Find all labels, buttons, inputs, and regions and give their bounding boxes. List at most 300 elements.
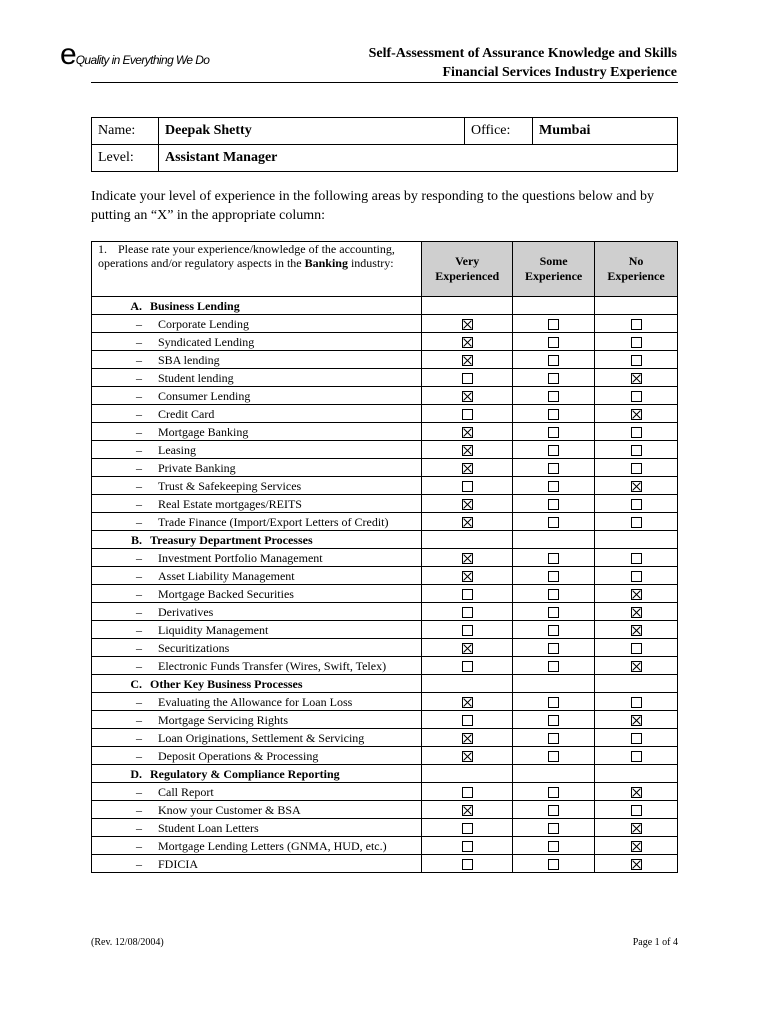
empty-cell bbox=[422, 765, 513, 783]
section-label: Business Lending bbox=[150, 298, 240, 313]
item-label: Mortgage Backed Securities bbox=[158, 586, 294, 601]
checkbox-cell bbox=[595, 441, 678, 459]
checkbox-some-experience[interactable] bbox=[548, 643, 559, 654]
checkbox-no-experience[interactable] bbox=[631, 409, 642, 420]
checkbox-no-experience[interactable] bbox=[631, 571, 642, 582]
checkbox-some-experience[interactable] bbox=[548, 499, 559, 510]
checkbox-no-experience[interactable] bbox=[631, 715, 642, 726]
checkbox-cell bbox=[513, 729, 595, 747]
bullet-dash: – bbox=[136, 838, 142, 853]
checkbox-cell bbox=[595, 423, 678, 441]
checkbox-cell bbox=[422, 621, 513, 639]
checkbox-cell bbox=[513, 369, 595, 387]
table-row bbox=[92, 333, 678, 351]
checkbox-cell bbox=[513, 315, 595, 333]
item-label: Consumer Lending bbox=[158, 388, 251, 403]
item-label: Private Banking bbox=[158, 460, 236, 475]
item-label-cell bbox=[92, 369, 422, 387]
section-letter: D. bbox=[130, 766, 142, 781]
checkbox-cell bbox=[513, 405, 595, 423]
item-label: Know your Customer & BSA bbox=[158, 802, 301, 817]
bullet-dash: – bbox=[136, 856, 142, 871]
checkbox-cell bbox=[422, 513, 513, 531]
item-label-cell bbox=[92, 405, 422, 423]
checkbox-cell bbox=[513, 783, 595, 801]
table-row bbox=[92, 837, 678, 855]
checkbox-cell bbox=[513, 567, 595, 585]
checkbox-cell bbox=[513, 657, 595, 675]
checkbox-no-experience[interactable] bbox=[631, 607, 642, 618]
table-row bbox=[92, 495, 678, 513]
checkbox-some-experience[interactable] bbox=[548, 553, 559, 564]
checkbox-no-experience[interactable] bbox=[631, 787, 642, 798]
item-label-cell bbox=[92, 855, 422, 873]
section-title bbox=[92, 675, 422, 693]
checkbox-very-experienced[interactable] bbox=[462, 463, 473, 474]
checkbox-no-experience[interactable] bbox=[631, 841, 642, 852]
checkbox-cell bbox=[422, 315, 513, 333]
empty-cell bbox=[595, 765, 678, 783]
checkbox-cell bbox=[513, 639, 595, 657]
bullet-dash: – bbox=[136, 568, 142, 583]
checkbox-some-experience[interactable] bbox=[548, 337, 559, 348]
table-row bbox=[92, 513, 678, 531]
checkbox-cell bbox=[595, 819, 678, 837]
table-row bbox=[92, 783, 678, 801]
checkbox-some-experience[interactable] bbox=[548, 859, 559, 870]
checkbox-cell bbox=[422, 783, 513, 801]
checkbox-some-experience[interactable] bbox=[548, 751, 559, 762]
checkbox-no-experience[interactable] bbox=[631, 805, 642, 816]
table-row bbox=[92, 819, 678, 837]
table-row bbox=[92, 351, 678, 369]
checkbox-cell bbox=[513, 621, 595, 639]
checkbox-cell bbox=[513, 495, 595, 513]
checkbox-very-experienced[interactable] bbox=[462, 589, 473, 600]
checkbox-no-experience[interactable] bbox=[631, 517, 642, 528]
name-value[interactable]: Deepak Shetty bbox=[159, 118, 465, 145]
item-label: Credit Card bbox=[158, 406, 215, 421]
item-label-cell bbox=[92, 477, 422, 495]
bullet-dash: – bbox=[136, 316, 142, 331]
checkbox-some-experience[interactable] bbox=[548, 517, 559, 528]
item-label-cell bbox=[92, 495, 422, 513]
item-label: Trust & Safekeeping Services bbox=[158, 478, 302, 493]
checkbox-no-experience[interactable] bbox=[631, 463, 642, 474]
checkbox-very-experienced[interactable] bbox=[462, 571, 473, 582]
checkbox-cell bbox=[422, 459, 513, 477]
column-very-experienced: Very Experienced bbox=[422, 242, 513, 297]
checkbox-no-experience[interactable] bbox=[631, 589, 642, 600]
checkbox-cell bbox=[513, 513, 595, 531]
checkbox-very-experienced[interactable] bbox=[462, 697, 473, 708]
checkbox-cell bbox=[595, 549, 678, 567]
checkbox-cell bbox=[422, 693, 513, 711]
checkbox-very-experienced[interactable] bbox=[462, 337, 473, 348]
item-label-cell bbox=[92, 315, 422, 333]
checkbox-cell bbox=[422, 369, 513, 387]
checkbox-cell bbox=[595, 567, 678, 585]
checkbox-very-experienced[interactable] bbox=[462, 427, 473, 438]
name-label: Name: bbox=[92, 118, 159, 145]
checkbox-cell bbox=[422, 729, 513, 747]
checkbox-some-experience[interactable] bbox=[548, 391, 559, 402]
checkbox-cell bbox=[422, 477, 513, 495]
checkbox-very-experienced[interactable] bbox=[462, 499, 473, 510]
item-label-cell bbox=[92, 837, 422, 855]
bullet-dash: – bbox=[136, 784, 142, 799]
checkbox-very-experienced[interactable] bbox=[462, 859, 473, 870]
checkbox-cell bbox=[595, 855, 678, 873]
bullet-dash: – bbox=[136, 424, 142, 439]
empty-cell bbox=[513, 675, 595, 693]
checkbox-no-experience[interactable] bbox=[631, 499, 642, 510]
item-label-cell bbox=[92, 387, 422, 405]
checkbox-some-experience[interactable] bbox=[548, 805, 559, 816]
checkbox-cell bbox=[513, 423, 595, 441]
checkbox-no-experience[interactable] bbox=[631, 859, 642, 870]
checkbox-cell bbox=[595, 657, 678, 675]
section-row bbox=[92, 531, 678, 549]
table-row bbox=[92, 567, 678, 585]
section-title bbox=[92, 531, 422, 549]
checkbox-some-experience[interactable] bbox=[548, 607, 559, 618]
checkbox-some-experience[interactable] bbox=[548, 463, 559, 474]
question-text-bold: Banking bbox=[304, 256, 348, 270]
checkbox-some-experience[interactable] bbox=[548, 625, 559, 636]
checkbox-cell bbox=[513, 333, 595, 351]
item-label-cell bbox=[92, 351, 422, 369]
checkbox-very-experienced[interactable] bbox=[462, 823, 473, 834]
item-label: Corporate Lending bbox=[158, 316, 249, 331]
logo-tagline: Quality in Everything We Do bbox=[75, 53, 210, 67]
checkbox-some-experience[interactable] bbox=[548, 589, 559, 600]
item-label-cell bbox=[92, 603, 422, 621]
checkbox-cell bbox=[595, 333, 678, 351]
item-label-cell bbox=[92, 585, 422, 603]
info-row-name bbox=[92, 118, 678, 145]
item-label-cell bbox=[92, 783, 422, 801]
checkbox-no-experience[interactable] bbox=[631, 427, 642, 438]
empty-cell bbox=[513, 297, 595, 315]
question-text-1: Please rate your experience/knowledge of the accounting, operations and/or regulatory aspects in the bbox=[98, 242, 395, 270]
revision-date: (Rev. 12/08/2004) bbox=[91, 937, 164, 948]
checkbox-cell bbox=[422, 405, 513, 423]
checkbox-some-experience[interactable] bbox=[548, 661, 559, 672]
checkbox-cell bbox=[513, 477, 595, 495]
checkbox-cell bbox=[595, 693, 678, 711]
checkbox-cell bbox=[513, 351, 595, 369]
item-label: Mortgage Lending Letters (GNMA, HUD, etc.) bbox=[158, 838, 387, 853]
checkbox-very-experienced[interactable] bbox=[462, 445, 473, 456]
checkbox-very-experienced[interactable] bbox=[462, 643, 473, 654]
checkbox-cell bbox=[513, 837, 595, 855]
item-label-cell bbox=[92, 621, 422, 639]
checkbox-very-experienced[interactable] bbox=[462, 787, 473, 798]
checkbox-very-experienced[interactable] bbox=[462, 841, 473, 852]
table-row bbox=[92, 639, 678, 657]
item-label-cell bbox=[92, 639, 422, 657]
empty-cell bbox=[595, 297, 678, 315]
section-label: Regulatory & Compliance Reporting bbox=[150, 766, 340, 781]
checkbox-cell bbox=[513, 747, 595, 765]
bullet-dash: – bbox=[136, 586, 142, 601]
checkbox-very-experienced[interactable] bbox=[462, 319, 473, 330]
empty-cell bbox=[422, 531, 513, 549]
checkbox-cell bbox=[513, 801, 595, 819]
empty-cell bbox=[422, 675, 513, 693]
item-label-cell bbox=[92, 693, 422, 711]
checkbox-some-experience[interactable] bbox=[548, 715, 559, 726]
checkbox-cell bbox=[422, 495, 513, 513]
checkbox-cell bbox=[422, 657, 513, 675]
checkbox-cell bbox=[422, 333, 513, 351]
item-label-cell bbox=[92, 549, 422, 567]
checkbox-no-experience[interactable] bbox=[631, 661, 642, 672]
checkbox-no-experience[interactable] bbox=[631, 697, 642, 708]
item-label: Student lending bbox=[158, 370, 234, 385]
checkbox-some-experience[interactable] bbox=[548, 409, 559, 420]
bullet-dash: – bbox=[136, 370, 142, 385]
bullet-dash: – bbox=[136, 388, 142, 403]
item-label-cell bbox=[92, 441, 422, 459]
item-label: Mortgage Banking bbox=[158, 424, 249, 439]
info-table bbox=[91, 117, 678, 172]
table-row bbox=[92, 657, 678, 675]
checkbox-some-experience[interactable] bbox=[548, 787, 559, 798]
item-label: Trade Finance (Import/Export Letters of Credit) bbox=[158, 514, 389, 529]
checkbox-some-experience[interactable] bbox=[548, 319, 559, 330]
header-divider bbox=[91, 82, 678, 83]
table-row bbox=[92, 441, 678, 459]
checkbox-cell bbox=[513, 585, 595, 603]
experience-table bbox=[91, 241, 678, 873]
checkbox-cell bbox=[422, 549, 513, 567]
column-some-experience: Some Experience bbox=[513, 242, 595, 297]
section-row bbox=[92, 297, 678, 315]
checkbox-cell bbox=[595, 405, 678, 423]
checkbox-cell bbox=[595, 837, 678, 855]
item-label: Liquidity Management bbox=[158, 622, 269, 637]
checkbox-very-experienced[interactable] bbox=[462, 661, 473, 672]
table-row bbox=[92, 405, 678, 423]
checkbox-cell bbox=[513, 387, 595, 405]
item-label-cell bbox=[92, 711, 422, 729]
checkbox-cell bbox=[422, 585, 513, 603]
checkbox-cell bbox=[513, 693, 595, 711]
table-row bbox=[92, 585, 678, 603]
bullet-dash: – bbox=[136, 802, 142, 817]
bullet-dash: – bbox=[136, 694, 142, 709]
checkbox-cell bbox=[595, 801, 678, 819]
item-label: Asset Liability Management bbox=[158, 568, 295, 583]
checkbox-some-experience[interactable] bbox=[548, 481, 559, 492]
checkbox-cell bbox=[513, 855, 595, 873]
checkbox-cell bbox=[595, 351, 678, 369]
section-title bbox=[92, 297, 422, 315]
table-header-row bbox=[92, 242, 678, 297]
header-title: Self-Assessment of Assurance Knowledge and Skills bbox=[368, 46, 677, 61]
checkbox-very-experienced[interactable] bbox=[462, 409, 473, 420]
empty-cell bbox=[422, 297, 513, 315]
checkbox-some-experience[interactable] bbox=[548, 571, 559, 582]
table-row bbox=[92, 693, 678, 711]
document-header bbox=[369, 44, 677, 82]
item-label: Call Report bbox=[158, 784, 214, 799]
item-label-cell bbox=[92, 567, 422, 585]
section-title bbox=[92, 765, 422, 783]
section-letter: A. bbox=[130, 298, 142, 313]
bullet-dash: – bbox=[136, 478, 142, 493]
table-row bbox=[92, 315, 678, 333]
checkbox-cell bbox=[422, 801, 513, 819]
checkbox-no-experience[interactable] bbox=[631, 337, 642, 348]
section-row bbox=[92, 765, 678, 783]
checkbox-cell bbox=[595, 387, 678, 405]
checkbox-no-experience[interactable] bbox=[631, 553, 642, 564]
table-row bbox=[92, 603, 678, 621]
logo bbox=[60, 40, 209, 70]
checkbox-cell bbox=[595, 783, 678, 801]
checkbox-no-experience[interactable] bbox=[631, 319, 642, 330]
checkbox-cell bbox=[422, 855, 513, 873]
bullet-dash: – bbox=[136, 640, 142, 655]
item-label-cell bbox=[92, 513, 422, 531]
bullet-dash: – bbox=[136, 820, 142, 835]
checkbox-very-experienced[interactable] bbox=[462, 391, 473, 402]
section-letter: B. bbox=[130, 532, 142, 547]
checkbox-cell bbox=[513, 459, 595, 477]
office-value[interactable]: Mumbai bbox=[533, 118, 678, 145]
checkbox-cell bbox=[595, 315, 678, 333]
checkbox-some-experience[interactable] bbox=[548, 733, 559, 744]
checkbox-some-experience[interactable] bbox=[548, 823, 559, 834]
section-letter: C. bbox=[130, 676, 142, 691]
column-no-experience: No Experience bbox=[595, 242, 678, 297]
table-row bbox=[92, 711, 678, 729]
table-row bbox=[92, 801, 678, 819]
item-label: Syndicated Lending bbox=[158, 334, 255, 349]
checkbox-very-experienced[interactable] bbox=[462, 607, 473, 618]
checkbox-some-experience[interactable] bbox=[548, 697, 559, 708]
section-label: Treasury Department Processes bbox=[150, 532, 313, 547]
checkbox-cell bbox=[422, 711, 513, 729]
checkbox-cell bbox=[595, 603, 678, 621]
checkbox-very-experienced[interactable] bbox=[462, 805, 473, 816]
checkbox-no-experience[interactable] bbox=[631, 733, 642, 744]
checkbox-no-experience[interactable] bbox=[631, 373, 642, 384]
checkbox-very-experienced[interactable] bbox=[462, 373, 473, 384]
checkbox-cell bbox=[595, 621, 678, 639]
checkbox-no-experience[interactable] bbox=[631, 445, 642, 456]
level-value[interactable]: Assistant Manager bbox=[159, 145, 678, 172]
checkbox-cell bbox=[595, 585, 678, 603]
checkbox-no-experience[interactable] bbox=[631, 481, 642, 492]
checkbox-very-experienced[interactable] bbox=[462, 355, 473, 366]
checkbox-very-experienced[interactable] bbox=[462, 481, 473, 492]
checkbox-cell bbox=[422, 603, 513, 621]
checkbox-some-experience[interactable] bbox=[548, 373, 559, 384]
bullet-dash: – bbox=[136, 658, 142, 673]
checkbox-cell bbox=[595, 639, 678, 657]
bullet-dash: – bbox=[136, 406, 142, 421]
checkbox-some-experience[interactable] bbox=[548, 445, 559, 456]
item-label-cell bbox=[92, 819, 422, 837]
checkbox-cell bbox=[513, 819, 595, 837]
bullet-dash: – bbox=[136, 460, 142, 475]
checkbox-cell bbox=[595, 369, 678, 387]
checkbox-some-experience[interactable] bbox=[548, 427, 559, 438]
checkbox-very-experienced[interactable] bbox=[462, 625, 473, 636]
checkbox-very-experienced[interactable] bbox=[462, 553, 473, 564]
info-row-level bbox=[92, 145, 678, 172]
item-label-cell bbox=[92, 657, 422, 675]
table-row bbox=[92, 621, 678, 639]
item-label: Loan Originations, Settlement & Servicing bbox=[158, 730, 365, 745]
checkbox-cell bbox=[595, 747, 678, 765]
checkbox-no-experience[interactable] bbox=[631, 751, 642, 762]
logo-letter: e bbox=[60, 38, 77, 71]
table-row bbox=[92, 387, 678, 405]
section-row bbox=[92, 675, 678, 693]
checkbox-very-experienced[interactable] bbox=[462, 751, 473, 762]
bullet-dash: – bbox=[136, 496, 142, 511]
checkbox-some-experience[interactable] bbox=[548, 355, 559, 366]
checkbox-no-experience[interactable] bbox=[631, 355, 642, 366]
item-label: Derivatives bbox=[158, 604, 214, 619]
bullet-dash: – bbox=[136, 352, 142, 367]
item-label-cell bbox=[92, 423, 422, 441]
checkbox-no-experience[interactable] bbox=[631, 625, 642, 636]
checkbox-cell bbox=[513, 441, 595, 459]
bullet-dash: – bbox=[136, 550, 142, 565]
item-label-cell bbox=[92, 333, 422, 351]
table-row bbox=[92, 459, 678, 477]
item-label-cell bbox=[92, 729, 422, 747]
checkbox-cell bbox=[513, 603, 595, 621]
checkbox-no-experience[interactable] bbox=[631, 391, 642, 402]
checkbox-cell bbox=[595, 459, 678, 477]
office-label: Office: bbox=[465, 118, 533, 145]
checkbox-some-experience[interactable] bbox=[548, 841, 559, 852]
checkbox-cell bbox=[422, 819, 513, 837]
page-number: Page 1 of 4 bbox=[632, 937, 678, 948]
checkbox-cell bbox=[422, 441, 513, 459]
question-number: 1. bbox=[98, 242, 107, 256]
checkbox-no-experience[interactable] bbox=[631, 823, 642, 834]
empty-cell bbox=[513, 531, 595, 549]
table-row bbox=[92, 747, 678, 765]
checkbox-cell bbox=[595, 513, 678, 531]
item-label: Student Loan Letters bbox=[158, 820, 259, 835]
checkbox-very-experienced[interactable] bbox=[462, 733, 473, 744]
question-text-2: industry: bbox=[347, 256, 394, 270]
table-row bbox=[92, 549, 678, 567]
checkbox-very-experienced[interactable] bbox=[462, 517, 473, 528]
checkbox-cell bbox=[595, 495, 678, 513]
checkbox-cell bbox=[422, 837, 513, 855]
checkbox-no-experience[interactable] bbox=[631, 643, 642, 654]
bullet-dash: – bbox=[136, 604, 142, 619]
bullet-dash: – bbox=[136, 712, 142, 727]
table-row bbox=[92, 855, 678, 873]
checkbox-cell bbox=[422, 423, 513, 441]
table-row bbox=[92, 369, 678, 387]
checkbox-cell bbox=[595, 729, 678, 747]
header-subtitle: Financial Services Industry Experience bbox=[442, 65, 677, 80]
item-label: Mortgage Servicing Rights bbox=[158, 712, 288, 727]
checkbox-very-experienced[interactable] bbox=[462, 715, 473, 726]
